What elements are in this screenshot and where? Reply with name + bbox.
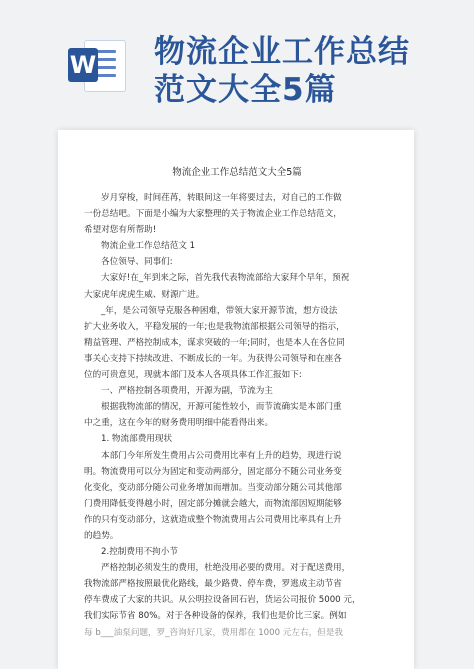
- word-document-icon: [68, 38, 128, 94]
- document-line: 作的只有变动部分，这就造成整个物流费用占公司费用比率具有上升: [84, 514, 342, 525]
- document-line: 1. 物流部费用现状: [101, 434, 173, 445]
- banner-title-line1: 物流企业工作总结: [154, 34, 410, 70]
- document-line: 我物流部严格按照最优化路线，最少路费、停车费，罗逃成主动节省: [84, 579, 342, 590]
- document-line: 一、严格控制各项费用，开源为副，节流为主: [101, 386, 273, 397]
- document-page: [58, 130, 414, 669]
- banner-title-line2: 范文大全5篇: [154, 72, 337, 108]
- document-line: 希望对您有所帮助!: [84, 225, 157, 236]
- document-line: 事关心支持下持续改进、不断成长的一年。为获得公司领导和在座各: [84, 353, 342, 364]
- document-line: 精益管理、严格控制成本，谋求突破的一年;同时，也是本人在各位同: [84, 337, 345, 348]
- document-line: 本部门今年所发生费用占公司费用比率有上升的趋势，现进行说: [101, 450, 342, 461]
- document-line: _年，是公司领导克服各种困难，带领大家开源节流，想方设法: [101, 305, 338, 316]
- document-line: 化变化，变动部分随公司业务增加而增加。当变动部分随公司其他部: [84, 482, 342, 493]
- document-line: 各位领导、同事们:: [101, 257, 173, 268]
- document-line: 我们实际节省 80%。对于各种设备的保养，我们也是价比三家。例如: [84, 611, 347, 622]
- document-line: 的趋势。: [84, 530, 119, 541]
- document-line: 扩大业务收入，平稳发展的一年;也是我物流部根据公司领导的指示，: [84, 321, 345, 332]
- document-line: 门费用降低变得越小时，固定部分摊就会越大，而物流部因短期能够: [84, 498, 342, 509]
- document-line: 位的可贵意见，现就本部门及本人各项具体工作汇报如下:: [84, 370, 302, 381]
- document-line: 岁月穿梭，时间荏苒，转眼间这一年将要过去，对自己的工作做: [101, 193, 342, 203]
- document-line: 一份总结吧。下面是小编为大家整理的关于物流企业工作总结范文，: [84, 209, 342, 220]
- document-line: 严格控制必须发生的费用，杜绝没用必要的费用。对于配送费用，: [101, 563, 351, 574]
- document-line: 明。物流费用可以分为固定和变动两部分，固定部分不随公司业务变: [84, 466, 342, 477]
- document-title: 物流企业工作总结范文大全5篇: [172, 167, 302, 178]
- document-line: 每 b___油泵问题，罗_咨询好几家，费用都在 1000 元左右，但是我: [84, 627, 343, 638]
- document-line: 根据我物流部的情况，开源可能性较小，而节流确实是本部门重: [101, 402, 342, 413]
- word-logo-badge: W: [68, 48, 98, 82]
- header-banner: [0, 0, 474, 112]
- document-line: 物流企业工作总结范文 1: [101, 241, 196, 252]
- document-line: 中之重，这在今年的财务费用明细中能看得出来。: [84, 418, 274, 429]
- document-line: 大家好!在_年到来之际，首先我代表物流部给大家拜个早年，预祝: [101, 273, 350, 284]
- document-line: 大家虎年虎虎生威、财源广进。: [84, 289, 205, 300]
- document-line: 2.控制费用不拘小节: [101, 547, 178, 558]
- document-content: [84, 164, 390, 641]
- document-body: [84, 190, 390, 641]
- document-line: 停车费成了大家的共识。从公明拉设备回石岩，货运公司报价 5000 元，: [84, 595, 361, 606]
